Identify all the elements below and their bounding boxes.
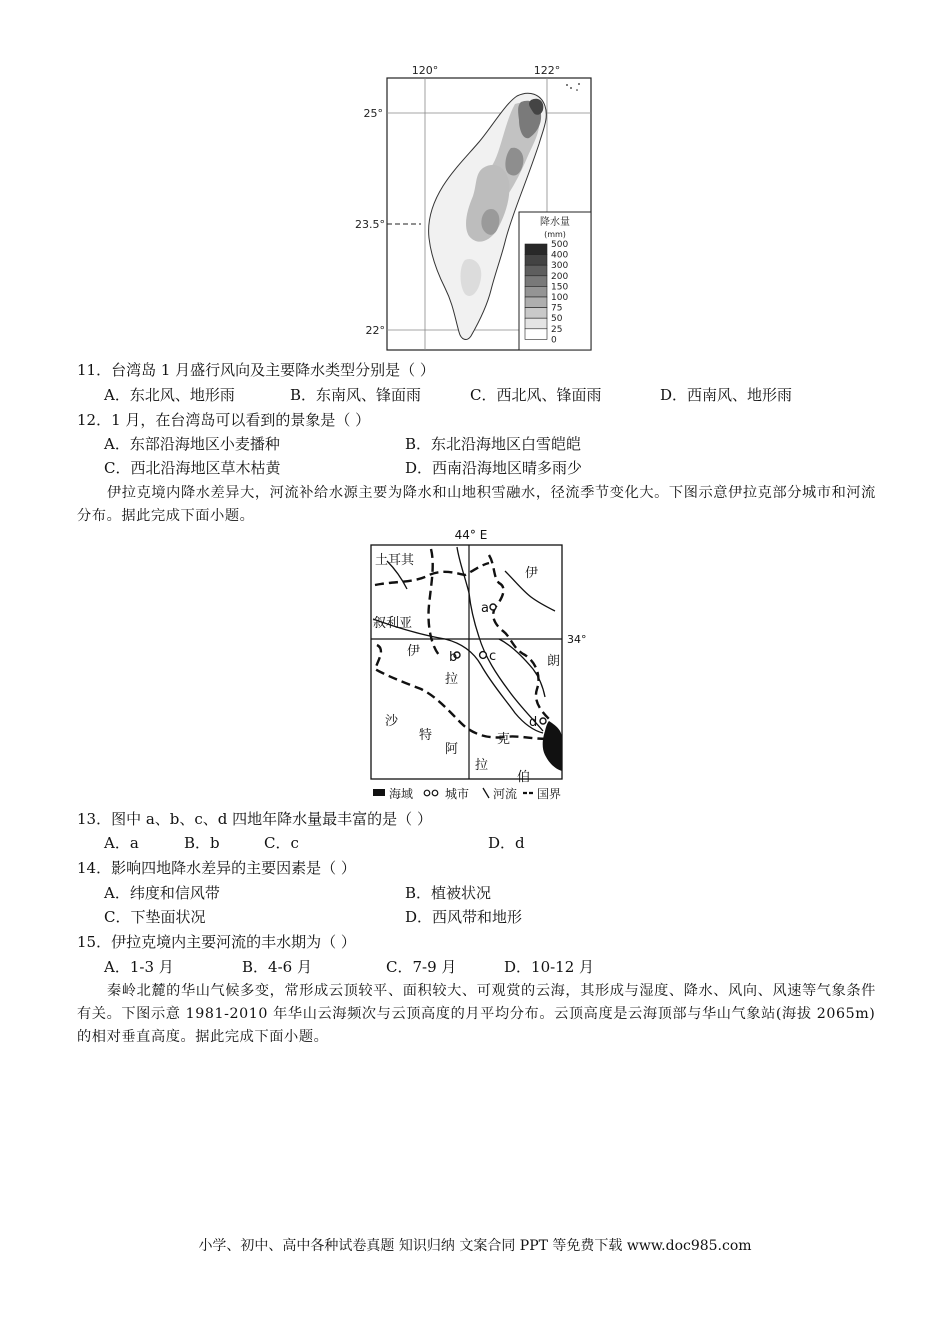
- q11-option-b[interactable]: B．东南风、锋面雨: [290, 386, 422, 404]
- q13-option-d[interactable]: D．d: [488, 834, 525, 852]
- legend-river: 河流: [493, 787, 518, 801]
- q13-stem: 13．图中 a、b、c、d 四地年降水量最丰富的是（ ）: [77, 810, 432, 828]
- precipitation-legend: [519, 212, 591, 350]
- q14-stem: 14．影响四地降水差异的主要因素是（ ）: [77, 859, 356, 877]
- lat-label-23-5: 23.5°: [355, 218, 385, 231]
- legend-value-label: 100: [551, 293, 569, 303]
- legend-title: 降水量: [540, 217, 570, 228]
- legend-value-label: 50: [551, 314, 563, 325]
- legend-value-label: 400: [551, 250, 569, 261]
- q12-option-c[interactable]: C．西北沿海地区草木枯黄: [104, 459, 281, 477]
- q15-stem: 15．伊拉克境内主要河流的丰水期为（ ）: [77, 933, 356, 951]
- lon-label-120: 120°: [411, 64, 439, 77]
- q12-option-d[interactable]: D．西南沿海地区晴多雨少: [405, 459, 583, 477]
- legend-swatch: [525, 244, 547, 255]
- legend-swatch: [525, 308, 547, 319]
- q11-option-d[interactable]: D．西南风、地形雨: [660, 386, 793, 404]
- iraq-char-1: 伊: [407, 644, 421, 659]
- iraq-char-2: 拉: [445, 672, 459, 687]
- q14-option-b[interactable]: B．植被状况: [405, 884, 492, 902]
- q15-option-a[interactable]: A．1-3 月: [104, 958, 174, 976]
- q14-option-c[interactable]: C．下垫面状况: [104, 908, 206, 926]
- saudi-char-2: 特: [419, 728, 433, 743]
- legend-value-label: 200: [551, 271, 569, 282]
- legend-swatch: [525, 265, 547, 276]
- saudi-char-5: 伯: [517, 770, 531, 785]
- saudi-char-3: 阿: [445, 742, 459, 757]
- page-footer: 小学、初中、高中各种试卷真题 知识归纳 文案合同 PPT 等免费下载 www.doc985.com: [198, 1238, 752, 1254]
- legend-swatch: [525, 297, 547, 308]
- legend-value-label: 75: [551, 303, 563, 314]
- city-b: b: [449, 650, 458, 665]
- q11-option-c[interactable]: C．西北风、锋面雨: [470, 386, 602, 404]
- legend-value-label: 300: [551, 261, 569, 272]
- iran-char-1: 伊: [525, 566, 539, 581]
- legend-swatch: [525, 255, 547, 266]
- q12-option-b[interactable]: B．东北沿海地区白雪皑皑: [405, 435, 582, 453]
- legend-unit: (mm): [544, 230, 566, 239]
- legend-city: 城市: [445, 787, 470, 801]
- lat-label-34: 34°: [567, 633, 587, 646]
- lon-label-122: 122°: [533, 64, 561, 77]
- q13-option-a[interactable]: A．a: [104, 834, 139, 852]
- q13-option-b[interactable]: B．b: [184, 834, 220, 852]
- taiwan-precipitation-map: [355, 60, 600, 355]
- q14-option-a[interactable]: A．纬度和信风带: [104, 884, 220, 902]
- iraq-char-3: 克: [497, 732, 511, 747]
- lat-label-25: 25°: [363, 107, 383, 120]
- saudi-char-4: 拉: [475, 758, 489, 773]
- iran-char-2: 朗: [547, 654, 561, 669]
- legend-value-label: 25: [551, 324, 563, 335]
- legend-swatch: [525, 318, 547, 329]
- map-legend: [373, 786, 561, 801]
- lat-label-22: 22°: [365, 324, 385, 337]
- legend-swatch: [525, 329, 547, 340]
- legend-border: 国界: [537, 787, 562, 801]
- country-turkey: 土耳其: [375, 553, 415, 568]
- passage-iraq: 伊拉克境内降水差异大，河流补给水源主要为降水和山地积雪融水，径流季节变化大。下图示意伊拉克部分城市和河流分布。据此完成下面小题。: [77, 485, 876, 524]
- iraq-map: [365, 525, 605, 805]
- q11-stem: 11．台湾岛 1 月盛行风向及主要降水类型分别是（ ）: [77, 361, 435, 379]
- legend-swatch: [525, 286, 547, 297]
- legend-value-label: 150: [551, 282, 569, 293]
- q15-option-c[interactable]: C．7-9 月: [386, 958, 457, 976]
- legend-swatch: [525, 276, 547, 287]
- lon-label-44e: 44° E: [454, 528, 488, 542]
- q15-option-d[interactable]: D．10-12 月: [504, 958, 595, 976]
- q12-stem: 12．1 月，在台湾岛可以看到的景象是（ ）: [77, 411, 371, 429]
- city-a: a: [481, 601, 489, 616]
- city-d: d: [529, 715, 538, 730]
- saudi-char-1: 沙: [385, 714, 399, 729]
- legend-value-label: 0: [551, 335, 557, 346]
- q13-option-c[interactable]: C．c: [264, 834, 299, 852]
- q14-option-d[interactable]: D．西风带和地形: [405, 908, 523, 926]
- passage-huashan: 秦岭北麓的华山气候多变，常形成云顶较平、面积较大、可观赏的云海，其形成与湿度、降水、风向、风速等气象条件有关。下图示意 1981-2010 年华山云海频次与云顶高度的月平均分布。云顶高度是云海顶部与华山气象站(海拔 2065m)的相对垂直高度。据此完成下面小题。: [77, 983, 876, 1045]
- legend-value-label: 500: [551, 240, 569, 250]
- country-syria: 叙利亚: [373, 616, 413, 631]
- q11-option-a[interactable]: A．东北风、地形雨: [104, 386, 235, 404]
- city-c: c: [489, 649, 497, 664]
- q12-option-a[interactable]: A．东部沿海地区小麦播种: [104, 435, 280, 453]
- legend-sea: 海域: [389, 787, 414, 801]
- q15-option-b[interactable]: B．4-6 月: [242, 958, 312, 976]
